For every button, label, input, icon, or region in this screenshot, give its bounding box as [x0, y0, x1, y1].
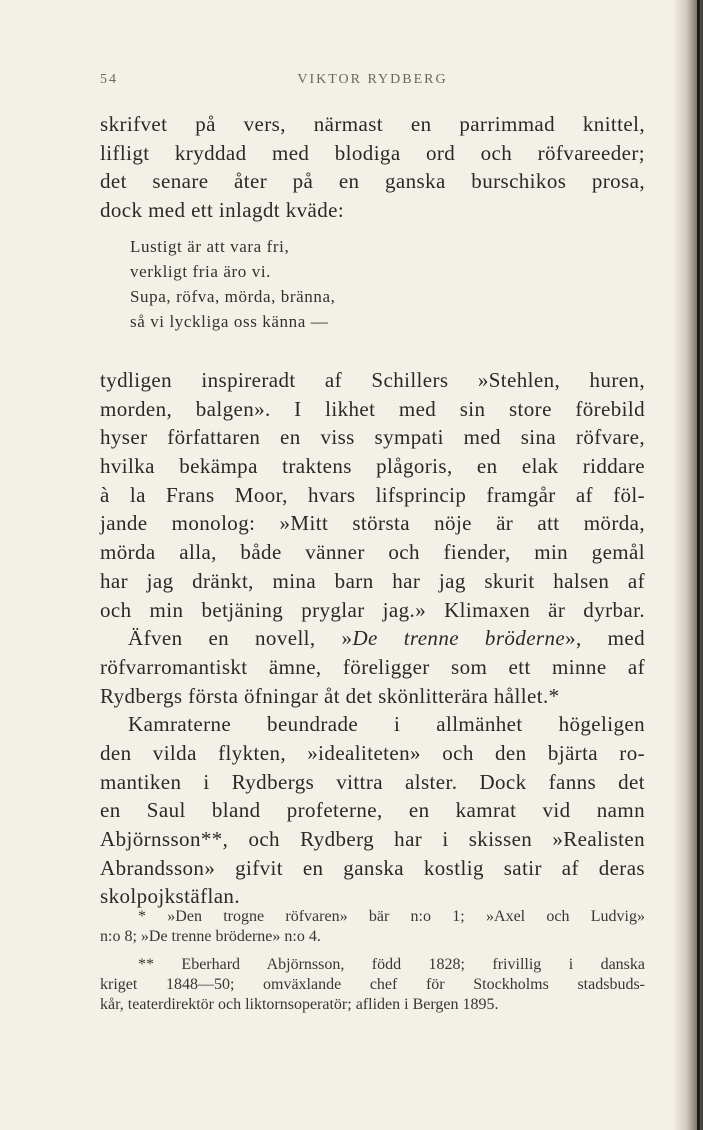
- text-line: dock med ett inlagdt kväde:: [100, 198, 345, 223]
- text-line: den vilda flykten, »idealiteten» och den bjärta ro-: [100, 740, 645, 765]
- text-line: Abrandsson» gifvit en ganska kostlig satir af deras: [100, 855, 645, 880]
- text-line: röfvarromantiskt ämne, föreligger som ett minne af: [100, 654, 645, 679]
- text-line: tydligen inspireradt af Schillers »Stehlen, huren,: [100, 368, 645, 392]
- footnotes: [100, 907, 645, 1015]
- text-span: », med: [565, 626, 645, 651]
- text-line: jande monolog: »Mitt största nöje är att mörda,: [100, 511, 645, 536]
- text-line: mörda alla, både vänner och fiender, min gemål: [100, 540, 645, 565]
- verse-line: så vi lyckliga oss känna —: [130, 312, 329, 331]
- text-line: hvilka bekämpa traktens plågoris, en elak riddare: [100, 454, 645, 479]
- text-line: det senare åter på en ganska burschikos prosa,: [100, 169, 645, 194]
- poem-stanza: [130, 234, 530, 334]
- page-number: 54: [100, 72, 118, 87]
- text-line: à la Frans Moor, hvars lifsprincip framgår af föl-: [100, 482, 645, 507]
- text-line: morden, balgen». I likhet med sin store förebild: [100, 396, 645, 421]
- page-header: [100, 72, 645, 92]
- text-line: skrifvet på vers, närmast en parrimmad knittel,: [100, 112, 645, 136]
- text-line: Kamraterne beundrade i allmänhet högeligen: [128, 712, 645, 737]
- text-line: mantiken i Rydbergs vittra alster. Dock fanns det: [100, 769, 645, 794]
- novel-title: De trenne bröderne: [352, 626, 566, 651]
- running-title: VIKTOR RYDBERG: [297, 72, 448, 87]
- text-span: Äfven en novell, »: [128, 626, 353, 651]
- text-line: och min betjäning pryglar jag.» Klimaxen är dyrbar.: [100, 597, 645, 622]
- text-line: skolpojkstäflan.: [100, 884, 240, 909]
- text-line: [100, 624, 645, 653]
- footnote-line: kriget 1848—50; omväxlande chef för Stockholms stadsbuds-: [100, 976, 645, 993]
- text-line: hyser författaren en viss sympati med sina röfvare,: [100, 425, 645, 450]
- verse-line: verkligt fria äro vi.: [130, 262, 271, 281]
- body-text: [100, 366, 645, 911]
- text-line: Rydbergs första öfningar åt det skönlitterära hållet.*: [100, 683, 560, 708]
- page-edge-shadow: [673, 0, 703, 1130]
- text-line: en Saul bland profeterne, en kamrat vid namn: [100, 798, 645, 823]
- footnote-line: ** Eberhard Abjörnsson, född 1828; frivillig i danska: [138, 956, 645, 973]
- text-line: Abjörnsson**, och Rydberg har i skissen »Realisten: [100, 827, 645, 851]
- footnote-line: * »Den trogne röfvaren» bär n:o 1; »Axel och Ludvig»: [138, 908, 645, 925]
- text-line: har jag dränkt, mina barn har jag skurit halsen af: [100, 568, 645, 593]
- footnote-line: n:o 8; »De trenne bröderne» n:o 4.: [100, 928, 321, 945]
- verse-line: Lustigt är att vara fri,: [130, 237, 290, 256]
- footnote-line: kår, teaterdirektör och liktornsoperatör; afliden i Bergen 1895.: [100, 996, 499, 1013]
- text-line: lifligt kryddad med blodiga ord och röfvareeder;: [100, 140, 645, 165]
- verse-line: Supa, röfva, mörda, bränna,: [130, 287, 336, 306]
- paragraph-opening: [100, 110, 645, 225]
